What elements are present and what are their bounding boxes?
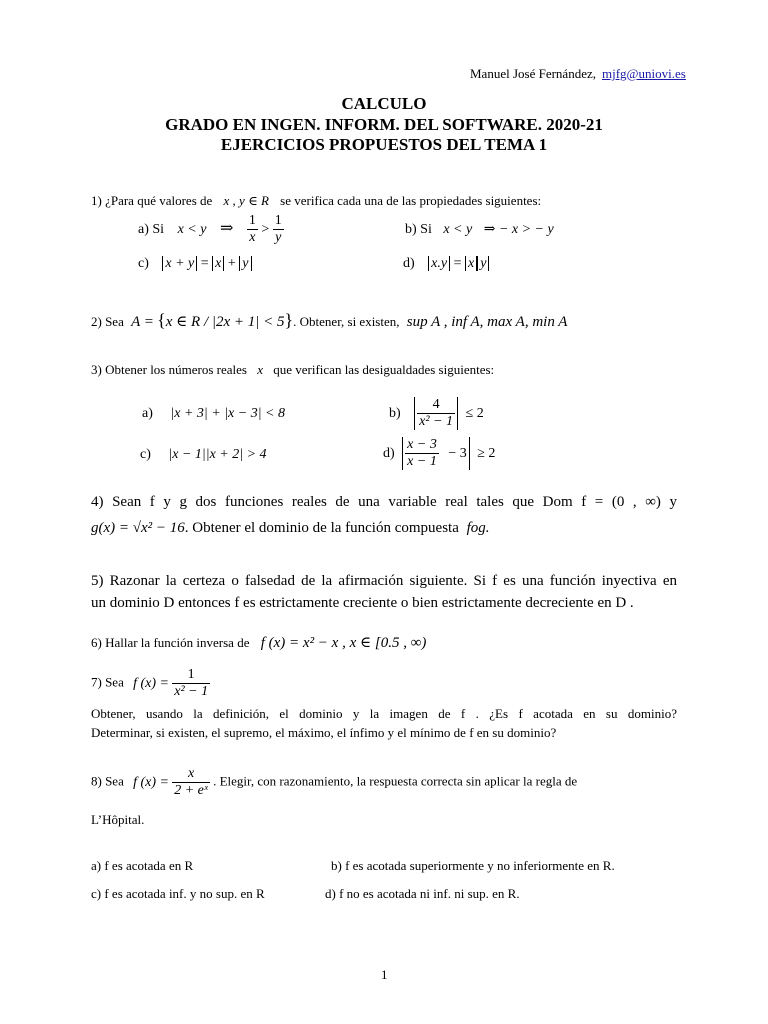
exercise-3a: a) |x + 3| + |x − 3| < 8	[142, 406, 286, 421]
fraction-x-over-2-ex: $\frac{x}{\text{2 + eˣ}}$	[174, 766, 208, 799]
exercise-3c: c) |x − 1||x + 2| > 4	[140, 447, 267, 462]
email-link[interactable]: mjfg@uniovi.es	[602, 66, 686, 81]
option-a: a) f es acotada en R	[91, 858, 194, 873]
exercise-1c: c) x + y = x + y	[138, 256, 252, 272]
exercise-1-intro: 1) ¿Para qué valores de x , y ∈ R se verifica cada una de las propiedades siguientes:	[91, 193, 542, 208]
fraction-1-over-x: $\frac{1}{x}$	[248, 213, 256, 246]
author-name: Manuel José Fernández,	[470, 66, 596, 81]
exercise-5-line2: un dominio D entonces f es estrictamente creciente o bien estrictamente decreciente en D .	[91, 595, 634, 611]
exercise-7-def: 7) Sea f (x) = $\frac{1}{\text{x² − 1}}$	[91, 667, 209, 700]
exercise-8-def: 8) Sea f (x) = $\frac{x}{\text{2 + eˣ}}$ . Elegir, con razonamiento, la respuesta correcta sin aplicar la regla de	[91, 766, 578, 799]
exercise-1a: a) Si x < y ⇒ $\frac{1}{x}$ > $\frac{1}{y}$	[138, 213, 282, 246]
option-c: c) f es acotada inf. y no sup. en R	[91, 886, 265, 901]
exercise-4-line1: 4) Sean f y g dos funciones reales de una variable real tales que Dom f = (0 , ∞) y	[91, 494, 677, 510]
fraction-4-over-x2-1: $\frac{4}{\text{x² − 1}}$	[419, 397, 454, 430]
exercise-8-line2: L’Hôpital.	[91, 812, 145, 827]
exercise-6: 6) Hallar la función inversa de f (x) = x² − x , x ∈ [0.5 , ∞)	[91, 635, 427, 651]
exercise-1d: d) x.y = x y	[403, 256, 489, 272]
exercise-2: 2) Sea A = {x ∈ R / |2x + 1| < 5}. Obtener, si existen, sup A , inf A, max A, min A	[91, 310, 568, 330]
option-b: b) f es acotada superiormente y no inferiormente en R.	[331, 858, 615, 873]
option-d: d) f no es acotada ni inf. ni sup. en R.	[325, 886, 520, 901]
page-number: 1	[381, 967, 388, 982]
fraction-x-3-over-x-1: $\frac{x - 3}{x - 1}$	[407, 437, 437, 470]
exercise-3b: b) $\frac{4}{\text{x² − 1}}$ ≤ 2	[389, 397, 484, 430]
exercise-7-line1: Obtener, usando la definición, el dominio y la imagen de f . ¿Es f acotada en su dominio?	[91, 706, 677, 721]
exercise-7-line2: Determinar, si existen, el supremo, el máximo, el ínfimo y el mínimo de f en su dominio?	[91, 725, 557, 740]
title-degree: GRADO EN INGEN. INFORM. DEL SOFTWARE. 2020-21	[165, 115, 603, 134]
title-course: CALCULO	[341, 94, 427, 113]
exercise-1b: b) Si x < y ⇒ − x > − y	[405, 222, 554, 237]
exercise-3d: d) $\frac{x - 3}{x - 1}$ − 3 ≥ 2	[383, 437, 496, 470]
fraction-1-over-y: $\frac{1}{y}$	[274, 213, 282, 246]
exercise-3-intro: 3) Obtener los números reales x que verifican las desigualdades siguientes:	[91, 362, 495, 377]
fraction-1-over-x2-1: $\frac{1}{\text{x² − 1}}$	[174, 667, 209, 700]
exercise-4-line2: g(x) = √x² − 16. Obtener el dominio de la función compuesta fog.	[91, 520, 490, 536]
exercise-5-line1: 5) Razonar la certeza o falsedad de la afirmación siguiente. Si f es una función inyectiva en	[91, 573, 677, 589]
title-exercises: EJERCICIOS PROPUESTOS DEL TEMA 1	[220, 135, 548, 154]
